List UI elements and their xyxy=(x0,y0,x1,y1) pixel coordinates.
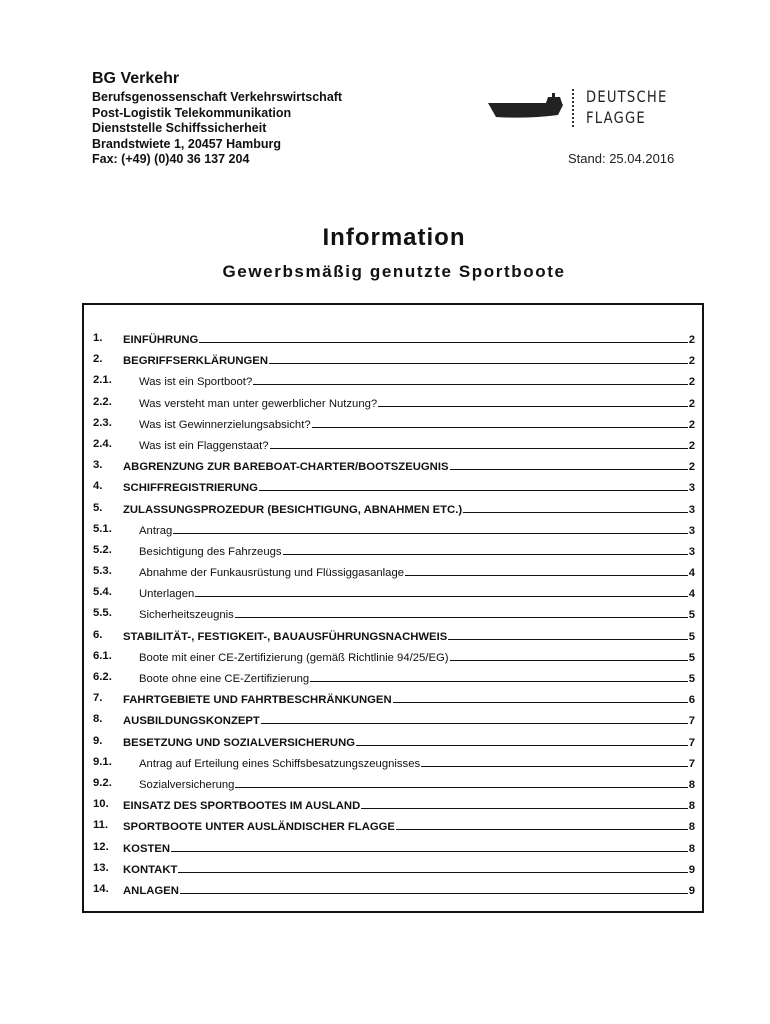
toc-entry[interactable] xyxy=(84,837,702,858)
toc-entry[interactable] xyxy=(84,582,702,603)
toc-label: Was ist ein Flaggenstaat? xyxy=(139,439,269,452)
toc-number: 5.3. xyxy=(93,565,112,578)
toc-page-number: 3 xyxy=(688,482,695,495)
address-block xyxy=(92,90,342,168)
toc-entry[interactable] xyxy=(84,328,702,349)
toc-entry-body xyxy=(123,841,695,855)
toc-label: ANLAGEN xyxy=(123,884,179,897)
toc-number: 2. xyxy=(93,353,103,366)
toc-leader-line xyxy=(378,396,688,407)
toc-entry[interactable] xyxy=(84,625,702,646)
toc-entry-body xyxy=(139,586,695,600)
toc-label: AUSBILDUNGSKONZEPT xyxy=(123,715,260,728)
toc-number: 1. xyxy=(93,332,103,344)
toc-number: 2.4. xyxy=(93,437,112,450)
toc-page-number: 9 xyxy=(688,884,695,897)
toc-label: FAHRTGEBIETE UND FAHRTBESCHRÄNKUNGEN xyxy=(123,694,392,707)
toc-leader-line xyxy=(310,671,688,682)
toc-page-number: 4 xyxy=(688,567,695,580)
toc-entry-body xyxy=(139,671,695,685)
toc-page-number: 2 xyxy=(688,355,695,368)
toc-page-number: 7 xyxy=(688,757,695,770)
toc-number: 5.4. xyxy=(93,586,112,599)
toc-number: 8. xyxy=(93,713,103,726)
address-line: Dienststelle Schiffssicherheit xyxy=(92,121,267,135)
toc-page-number: 5 xyxy=(688,630,695,643)
toc-entry-body xyxy=(139,544,695,558)
address-line: Berufsgenossenschaft Verkehrswirtschaft xyxy=(92,90,343,104)
organization-name: BG Verkehr xyxy=(92,70,180,87)
toc-label: BEGRIFFSERKLÄRUNGEN xyxy=(123,355,268,368)
toc-entry[interactable] xyxy=(84,455,702,476)
toc-entry[interactable] xyxy=(84,879,702,900)
toc-entry[interactable] xyxy=(84,476,702,497)
toc-entry-body xyxy=(123,629,695,643)
toc-entry[interactable] xyxy=(84,349,702,370)
toc-entry[interactable] xyxy=(84,392,702,413)
toc-page-number: 5 xyxy=(688,651,695,664)
toc-entry-body xyxy=(123,459,695,473)
toc-label: ZULASSUNGSPROZEDUR (BESICHTIGUNG, ABNAHMEN ETC.) xyxy=(123,503,463,516)
toc-number: 9.2. xyxy=(93,776,112,789)
toc-entry-body xyxy=(139,374,695,388)
toc-leader-line xyxy=(173,523,687,534)
toc-entry[interactable] xyxy=(84,858,702,879)
toc-page-number: 2 xyxy=(688,376,695,389)
toc-entry[interactable] xyxy=(84,603,702,624)
toc-leader-line xyxy=(171,841,688,852)
toc-label: Antrag xyxy=(139,524,173,537)
toc-entry[interactable] xyxy=(84,688,702,709)
toc-number: 2.3. xyxy=(93,416,112,429)
document-subtitle: Gewerbsmäßig genutzte Sportboote xyxy=(222,262,566,281)
toc-entry-body xyxy=(139,396,695,410)
toc-entry[interactable] xyxy=(84,815,702,836)
toc-entry-body xyxy=(139,523,695,537)
toc-label: Was ist ein Sportboot? xyxy=(139,376,253,389)
toc-label: SCHIFFREGISTRIERUNG xyxy=(123,482,258,495)
toc-label: Was versteht man unter gewerblicher Nutzung? xyxy=(139,397,378,410)
address-line: Post-Logistik Telekommunikation xyxy=(92,105,292,120)
toc-number: 14. xyxy=(93,882,109,895)
toc-leader-line xyxy=(356,735,688,746)
toc-leader-line xyxy=(178,862,687,873)
toc-label: EINSATZ DES SPORTBOOTES IM AUSLAND xyxy=(123,800,361,813)
toc-label: Unterlagen xyxy=(139,588,195,601)
toc-leader-line xyxy=(199,332,687,343)
toc-number: 2.2. xyxy=(93,395,112,408)
toc-page-number: 5 xyxy=(688,609,695,622)
toc-page-number: 2 xyxy=(688,334,695,346)
toc-entry-body xyxy=(139,438,695,452)
toc-leader-line xyxy=(405,565,688,576)
toc-leader-line xyxy=(235,607,688,618)
toc-number: 6.2. xyxy=(93,671,112,683)
toc-leader-line xyxy=(269,353,688,364)
toc-label: KONTAKT xyxy=(123,863,178,876)
toc-leader-line xyxy=(180,883,688,894)
toc-label: Sozialversicherung xyxy=(139,778,235,791)
toc-number: 3. xyxy=(93,459,103,472)
toc-entry-body xyxy=(123,713,695,727)
toc-entry-body xyxy=(123,332,695,346)
toc-page-number: 6 xyxy=(688,694,695,707)
toc-entry[interactable] xyxy=(84,731,702,752)
toc-label: Antrag auf Erteilung eines Schiffsbesatzungszeugnisses xyxy=(139,757,421,770)
toc-entry-body xyxy=(139,650,695,664)
toc-page-number: 4 xyxy=(688,588,695,601)
toc-number: 5.5. xyxy=(93,607,112,620)
toc-entry-body xyxy=(139,756,695,770)
toc-page-number: 3 xyxy=(688,545,695,558)
toc-leader-line xyxy=(283,544,688,555)
toc-entry[interactable] xyxy=(84,709,702,730)
toc-number: 10. xyxy=(93,798,109,811)
toc-page-number: 5 xyxy=(688,673,695,685)
toc-entry-body xyxy=(123,480,695,494)
toc-page-number: 2 xyxy=(688,461,695,474)
toc-entry[interactable] xyxy=(84,794,702,815)
logo-line2: FLAGGE xyxy=(586,108,646,127)
toc-entry[interactable] xyxy=(84,667,702,688)
toc-leader-line xyxy=(421,756,688,767)
toc-entry-body xyxy=(139,607,695,621)
toc-label: Boote mit einer CE-Zertifizierung (gemäß Richtlinie 94/25/EG) xyxy=(139,651,449,664)
toc-number: 5. xyxy=(93,501,103,514)
toc-leader-line xyxy=(396,819,688,830)
document-title: Information xyxy=(322,224,466,251)
toc-leader-line xyxy=(312,417,688,428)
toc-entry[interactable] xyxy=(84,519,702,540)
toc-label: STABILITÄT-, FESTIGKEIT-, BAUAUSFÜHRUNGSNACHWEIS xyxy=(123,630,448,643)
toc-leader-line xyxy=(195,586,687,597)
toc-page-number: 2 xyxy=(688,418,695,431)
toc-number: 4. xyxy=(93,480,103,493)
toc-label: Boote ohne eine CE-Zertifizierung xyxy=(139,673,310,685)
toc-page-number: 7 xyxy=(688,736,695,749)
toc-label: Was ist Gewinnerzielungsabsicht? xyxy=(139,418,311,431)
stand-date: Stand: 25.04.2016 xyxy=(568,151,675,166)
toc-page-number: 8 xyxy=(688,842,695,855)
toc-entry[interactable] xyxy=(84,498,702,519)
toc-number: 5.1. xyxy=(93,522,112,535)
toc-entry[interactable] xyxy=(84,773,702,794)
toc-label: BESETZUNG UND SOZIALVERSICHERUNG xyxy=(123,736,356,749)
address-line: Brandstwiete 1, 20457 Hamburg xyxy=(92,136,281,151)
toc-entry[interactable] xyxy=(84,413,702,434)
toc-entry-body xyxy=(123,353,695,367)
toc-page-number: 8 xyxy=(688,821,695,834)
toc-number: 2.1. xyxy=(93,374,112,387)
toc-leader-line xyxy=(253,374,687,385)
toc-entry-body xyxy=(123,862,695,876)
toc-entry-body xyxy=(139,565,695,579)
toc-page-number: 3 xyxy=(688,503,695,516)
deutsche-flagge-logo xyxy=(488,86,688,130)
toc-number: 11. xyxy=(93,819,109,832)
toc-page-number: 3 xyxy=(688,524,695,537)
toc-entry-body xyxy=(123,735,695,749)
toc-leader-line xyxy=(261,713,688,724)
toc-leader-line xyxy=(463,502,688,513)
toc-leader-line xyxy=(235,777,687,788)
toc-number: 13. xyxy=(93,861,109,874)
toc-entry-body xyxy=(123,692,695,706)
logo-text xyxy=(586,86,668,128)
toc-entry[interactable] xyxy=(84,370,702,391)
toc-entry-body xyxy=(139,417,695,431)
toc-page-number: 8 xyxy=(688,778,695,791)
toc-leader-line xyxy=(259,480,688,491)
toc-leader-line xyxy=(448,629,687,640)
toc-entry-body xyxy=(123,798,695,812)
toc-page-number: 7 xyxy=(688,715,695,728)
toc-label: Abnahme der Funkausrüstung und Flüssiggasanlage xyxy=(139,567,405,580)
toc-entry-body xyxy=(123,819,695,833)
toc-leader-line xyxy=(450,459,688,470)
toc-entry[interactable] xyxy=(84,646,702,667)
toc-number: 7. xyxy=(93,692,103,705)
toc-page-number: 9 xyxy=(688,863,695,876)
toc-label: SPORTBOOTE UNTER AUSLÄNDISCHER FLAGGE xyxy=(123,821,395,834)
table-of-contents xyxy=(82,303,704,913)
toc-number: 5.2. xyxy=(93,543,112,556)
logo-line1: DEUTSCHE xyxy=(586,87,668,106)
toc-page-number: 2 xyxy=(688,439,695,452)
toc-number: 6. xyxy=(93,628,103,641)
toc-label: Sicherheitszeugnis xyxy=(139,609,234,622)
toc-leader-line xyxy=(361,798,687,809)
toc-entry-body xyxy=(139,777,695,791)
toc-number: 6.1. xyxy=(93,649,112,662)
toc-number: 12. xyxy=(93,840,109,853)
toc-page-number: 2 xyxy=(688,397,695,410)
toc-page-number: 8 xyxy=(688,800,695,813)
toc-number: 9.1. xyxy=(93,755,112,768)
toc-entry[interactable] xyxy=(84,561,702,582)
toc-entry[interactable] xyxy=(84,434,702,455)
toc-leader-line xyxy=(270,438,688,449)
toc-entry-body xyxy=(123,502,695,516)
toc-entry-body xyxy=(123,883,695,897)
toc-leader-line xyxy=(393,692,688,703)
toc-label: Besichtigung des Fahrzeugs xyxy=(139,545,282,558)
toc-entry[interactable] xyxy=(84,540,702,561)
toc-label: EINFÜHRUNG xyxy=(123,334,199,346)
toc-list xyxy=(84,328,702,900)
toc-label: ABGRENZUNG ZUR BAREBOAT-CHARTER/BOOTSZEUGNIS xyxy=(123,461,449,474)
toc-number: 9. xyxy=(93,734,103,747)
logo-dots xyxy=(572,89,577,127)
address-line: Fax: (+49) (0)40 36 137 204 xyxy=(92,152,250,166)
ship-icon xyxy=(488,91,564,121)
toc-leader-line xyxy=(450,650,688,661)
toc-label: KOSTEN xyxy=(123,842,171,855)
toc-entry[interactable] xyxy=(84,752,702,773)
